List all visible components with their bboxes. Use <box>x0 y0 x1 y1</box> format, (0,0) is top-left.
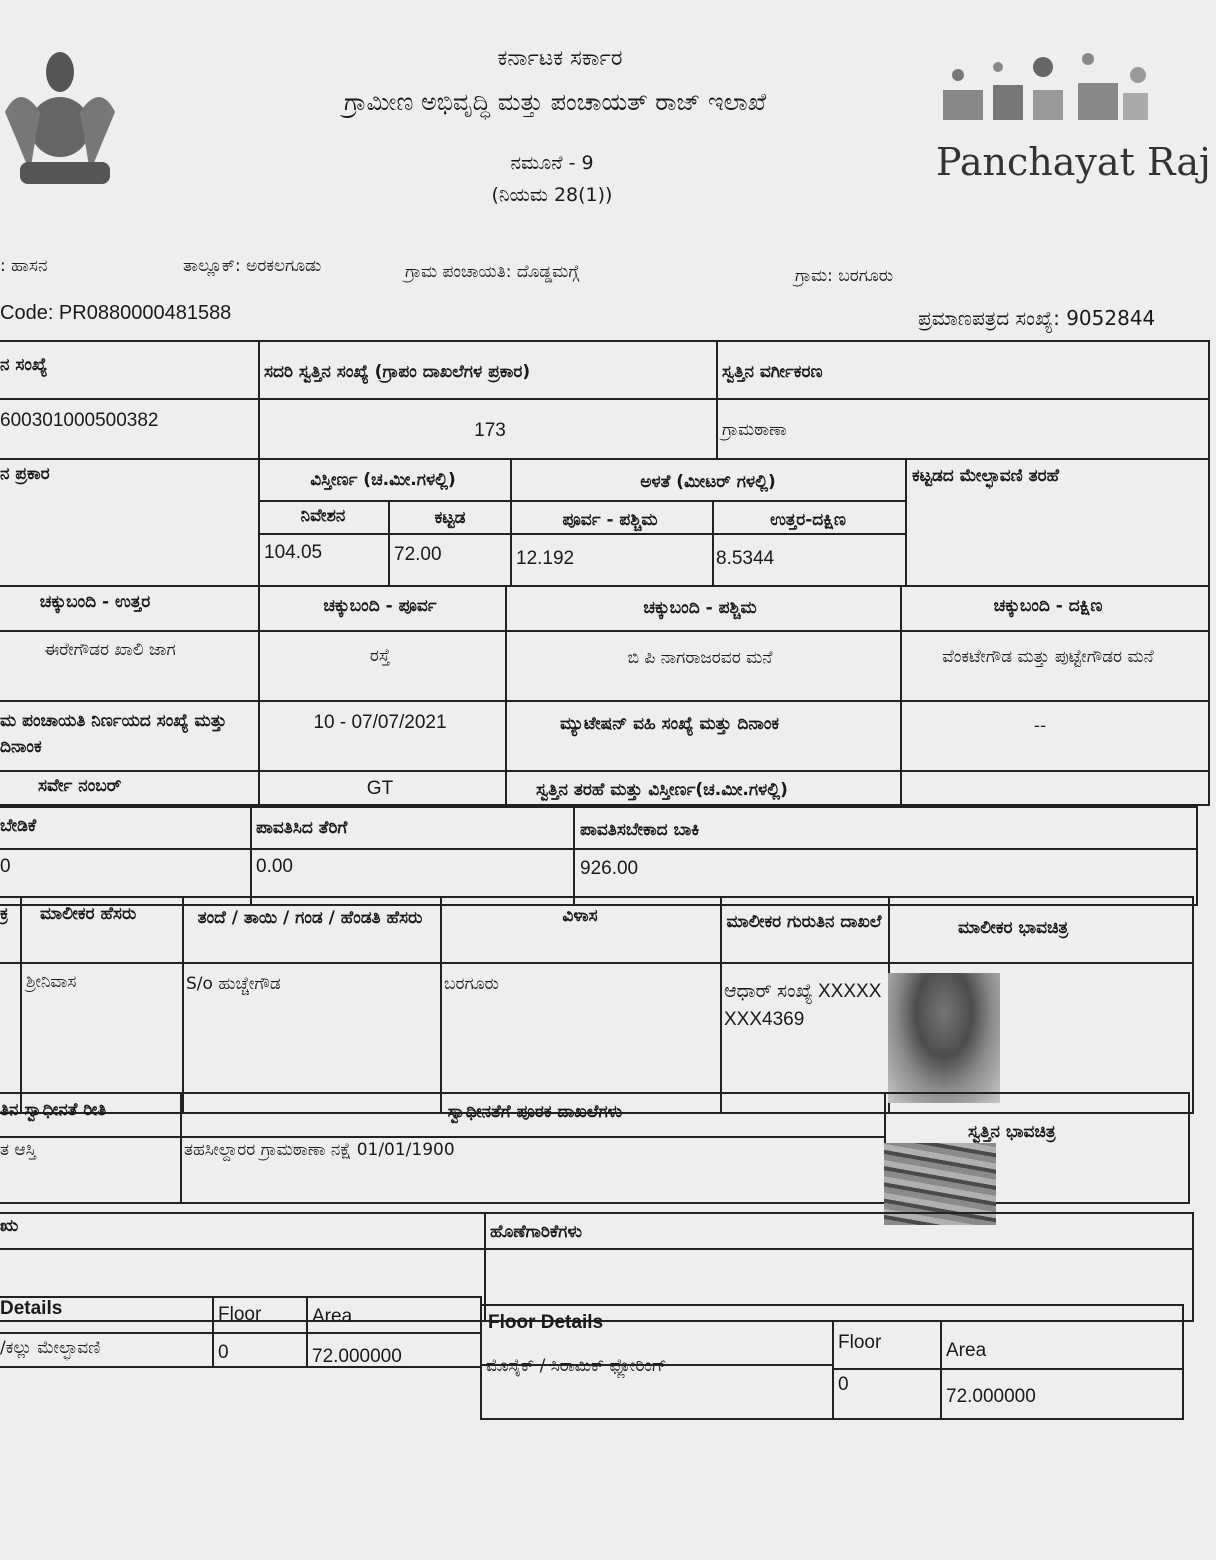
survey-number-value: GT <box>366 778 394 799</box>
owner-photo-label: ಮಾಲೀಕರ ಭಾವಚಿತ್ರ <box>958 918 1069 938</box>
paid-tax-value: 0.00 <box>256 856 293 877</box>
roof-floor-value: 0 <box>218 1342 229 1363</box>
paid-tax-label: ಪಾವತಿಸಿದ ತೆರಿಗೆ <box>256 818 348 838</box>
owner-photo <box>888 973 1000 1103</box>
roof-floor-label: Floor <box>218 1304 262 1325</box>
district-label: : ಹಾಸನ <box>0 256 48 276</box>
property-id-value: 600301000500382 <box>0 410 159 431</box>
form-number: ನಮೂನೆ - 9 <box>510 152 594 174</box>
floor-area-value: 72.000000 <box>946 1386 1036 1407</box>
karnataka-emblem-icon <box>0 22 160 202</box>
certificate-number: ಪ್ರಮಾಣಪತ್ರದ ಸಂಖ್ಯೆ: 9052844 <box>918 306 1156 330</box>
gov-title: ಕರ್ನಾಟಕ ಸರ್ಕಾರ <box>497 46 623 71</box>
liabilities-left-label: ಋ <box>0 1216 19 1236</box>
type-area-label: ಸ್ವತ್ತಿನ ತರಹೆ ಮತ್ತು ವಿಸ್ತೀರ್ಣ(ಚ.ಮೀ.ಗಳಲ್ಲಿ) <box>536 780 788 800</box>
boundary-west-value: ಬಿ ಪಿ ನಾಗರಾಜರವರ ಮನೆ <box>627 648 773 668</box>
property-photo-label: ಸ್ವತ್ತಿನ ಭಾವಚಿತ್ರ <box>968 1122 1056 1142</box>
classification-value: ಗ್ರಾಮಠಾಣಾ <box>722 420 787 440</box>
address-label: ವಿಳಾಸ <box>562 906 598 926</box>
east-west-label: ಪೂರ್ವ - ಪಶ್ಚಿಮ <box>562 510 658 530</box>
floor-floor-label: Floor <box>838 1332 882 1353</box>
mutation-label: ಮ್ಯುಟೇಷನ್ ವಹಿ ಸಂಖ್ಯೆ ಮತ್ತು ದಿನಾಂಕ <box>560 714 780 734</box>
father-name: S/o ಹುಚ್ಚೇಗೌಡ <box>186 974 281 994</box>
boundary-east-label: ಚಕ್ಕುಬಂದಿ - ಪೂರ್ವ <box>323 596 437 616</box>
property-code: Code: PR0880000481588 <box>0 302 232 324</box>
floor-floor-value: 0 <box>838 1374 849 1395</box>
mutation-value: -- <box>1033 716 1047 736</box>
property-type-label: ನ ಪ್ರಕಾರ <box>0 464 50 484</box>
dept-title: ಗ್ರಾಮೀಣ ಅಭಿವೃದ್ಧಿ ಮತ್ತು ಪಂಚಾಯತ್ ರಾಜ್ ಇಲಾಖೆ <box>343 88 767 116</box>
boundary-south-value: ವೆಂಕಟೇಗೌಡ ಮತ್ತು ಪುಟ್ಟೇಗೌಡರ ಮನೆ <box>942 647 1154 667</box>
ownership-docs-value: ತಹಸೀಲ್ದಾರರ ಗ್ರಾಮಠಾಣಾ ನಕ್ಷೆ 01/01/1900 <box>184 1140 455 1160</box>
old-number-label: ಸದರಿ ಸ್ವತ್ತಿನ ಸಂಖ್ಯೆ (ಗ್ರಾಪಂ ದಾಖಲೆಗಳ ಪ್ರಕಾರ) <box>264 362 531 382</box>
boundary-north-value: ಈರೇಗೌಡರ ಖಾಲಿ ಜಾಗ <box>44 640 176 660</box>
north-south-value: 8.5344 <box>716 548 775 569</box>
owner-id-doc-label: ಮಾಲೀಕರ ಗುರುತಿನ ದಾಖಲೆ <box>726 912 882 932</box>
roof-area-value: 72.000000 <box>312 1346 402 1367</box>
gram-panchayat-label: ಗ್ರಾಮ ಪಂಚಾಯತಿ: ದೊಡ್ಡಮಗ್ಗೆ <box>405 262 580 282</box>
measurement-label: ಅಳತೆ (ಮೀಟರ್ ಗಳಲ್ಲಿ) <box>640 472 776 492</box>
east-west-value: 12.192 <box>516 548 575 569</box>
ownership-mode-label: ತಿನ ಸ್ವಾಧೀನತೆ ರೀತಿ <box>0 1100 107 1120</box>
north-south-label: ಉತ್ತರ-ದಕ್ಷಿಣ <box>770 510 846 530</box>
owner-name-label: ಮಾಲೀಕರ ಹೆಸರು <box>40 904 137 924</box>
roof-area-label: Area <box>312 1306 353 1327</box>
father-name-label: ತಂದೆ / ತಾಯಿ / ಗಂಡ / ಹೆಂಡತಿ ಹೆಸರು <box>197 908 423 928</box>
ownership-mode-value: ತ ಆಸ್ತಿ <box>0 1140 37 1160</box>
building-value: 72.00 <box>394 544 442 565</box>
site-label: ನಿವೇಶನ <box>300 506 346 526</box>
property-id-label: ನ ಸಂಖ್ಯೆ <box>0 355 48 375</box>
owner-name: ಶ್ರೀನಿವಾಸ <box>26 972 77 992</box>
boundary-west-label: ಚಕ್ಕುಬಂದಿ - ಪಶ್ಚಿಮ <box>643 598 757 618</box>
resolution-value: 10 - 07/07/2021 <box>313 712 447 733</box>
owner-address: ಬರಗೂರು <box>444 974 499 994</box>
old-number-value: 173 <box>474 420 506 441</box>
owner-sl-label: ಕ್ರ <box>0 904 9 924</box>
rule-number: (ನಿಯಮ 28(1)) <box>491 184 613 206</box>
panchayat-raj-logo-text: Panchayat Raj <box>936 140 1211 184</box>
survey-number-label: ಸರ್ವೇ ನಂಬರ್ <box>38 776 122 796</box>
balance-value: 926.00 <box>580 858 639 879</box>
roof-type-value: /ಕಲ್ಲು ಮೇಲ್ಛಾವಣಿ <box>0 1338 101 1358</box>
owner-id-doc: ಆಧಾರ್ ಸಂಖ್ಯೆ XXXXXXXX4369 <box>724 981 882 1030</box>
boundary-north-label: ಚಕ್ಕುಬಂದಿ - ಉತ್ತರ <box>39 592 151 612</box>
boundary-east-value: ರಸ್ತೆ <box>369 646 391 666</box>
roof-details-title: Details <box>0 1298 63 1319</box>
classification-label: ಸ್ವತ್ತಿನ ವರ್ಗೀಕರಣ <box>722 362 823 382</box>
liabilities-label: ಹೊಣೆಗಾರಿಕೆಗಳು <box>490 1222 583 1242</box>
ownership-docs-label: ಸ್ವಾಧೀನತೆಗೆ ಪೂರಕ ದಾಖಲೆಗಳು <box>447 1102 623 1122</box>
resolution-label: ಮ ಪಂಚಾಯತಿ ನಿರ್ಣಯದ ಸಂಖ್ಯೆ ಮತ್ತು ದಿನಾಂಕ <box>0 711 227 757</box>
boundary-south-label: ಚಕ್ಕುಬಂದಿ - ದಕ್ಷಿಣ <box>993 596 1103 616</box>
taluk-label: ತಾಲ್ಲೂಕ್: ಅರಕಲಗೂಡು <box>183 256 322 276</box>
floor-type-value: ಮೊಸೈಕ್ / ಸಿರಾಮಿಕ್ ಫ್ಲೋರಿಂಗ್ <box>486 1356 667 1376</box>
roof-type-label: ಕಟ್ಟಡದ ಮೇಲ್ಛಾವಣಿ ತರಹೆ <box>912 466 1060 486</box>
area-label: ವಿಸ್ತೀರ್ಣ (ಚ.ಮೀ.ಗಳಲ್ಲಿ) <box>310 470 456 490</box>
panchayat-raj-logo-icon <box>938 45 1158 140</box>
demand-value: 0 <box>0 856 11 877</box>
floor-details-title: Floor Details <box>488 1312 604 1333</box>
village-label: ಗ್ರಾಮ: ಬರಗೂರು <box>795 266 894 286</box>
building-label: ಕಟ್ಟಡ <box>434 508 466 528</box>
floor-area-label: Area <box>946 1340 987 1361</box>
demand-label: ಬೇಡಿಕೆ <box>0 816 37 836</box>
balance-label: ಪಾವತಿಸಬೇಕಾದ ಬಾಕಿ <box>580 820 700 840</box>
site-value: 104.05 <box>264 542 323 563</box>
